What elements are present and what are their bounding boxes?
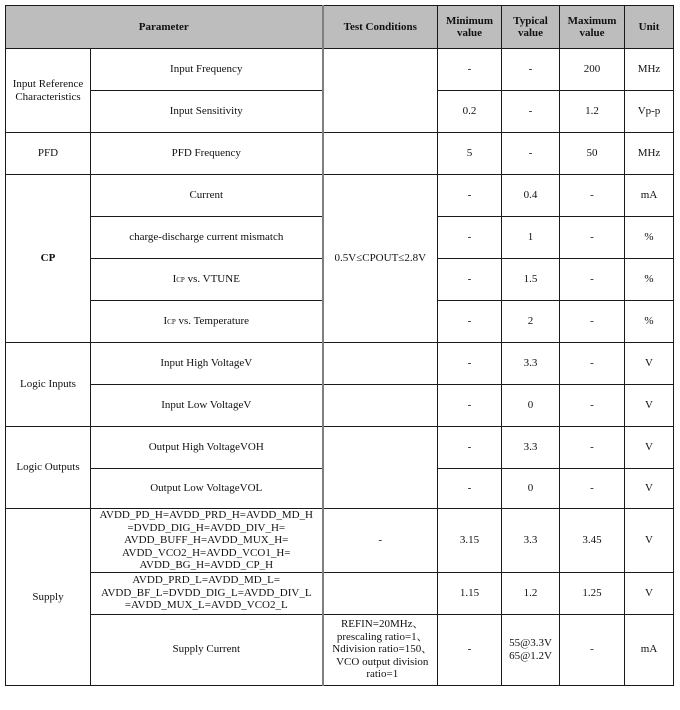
min-cell: -: [438, 614, 502, 685]
typ-cell: 0: [502, 469, 560, 509]
header-maximum-value: Maximum value: [560, 6, 625, 49]
table-row: [6, 49, 674, 91]
min-cell: -: [438, 343, 502, 385]
max-cell: 50: [560, 133, 625, 175]
param-cell: Input Sensitivity: [91, 91, 323, 133]
typ-cell: -: [502, 133, 560, 175]
min-cell: -: [438, 259, 502, 301]
min-cell: 3.15: [438, 509, 502, 573]
min-cell: -: [438, 49, 502, 91]
header-unit: Unit: [625, 6, 674, 49]
param-suffix: vs. VTUNE: [184, 272, 240, 285]
param-cell: Output Low VoltageVOL: [91, 469, 323, 509]
table-row: [6, 175, 674, 217]
unit-cell: MHz: [625, 49, 674, 91]
unit-cell: V: [625, 509, 674, 573]
typ-cell: -: [502, 49, 560, 91]
unit-cell: MHz: [625, 133, 674, 175]
group-logic-outputs: Logic Outputs: [6, 427, 91, 509]
min-cell: -: [438, 385, 502, 427]
unit-cell: V: [625, 427, 674, 469]
typ-cell: [502, 614, 560, 685]
param-cell: PFD Frequency: [91, 133, 323, 175]
max-cell: -: [560, 301, 625, 343]
typ-line: 65@1.2V: [509, 649, 552, 662]
max-cell: 1.2: [560, 91, 625, 133]
test-condition-cell: [323, 385, 438, 427]
max-cell: 200: [560, 49, 625, 91]
max-cell: 3.45: [560, 509, 625, 573]
header-row: [6, 6, 674, 49]
typ-cell: 3.3: [502, 343, 560, 385]
param-prefix: I: [163, 314, 168, 327]
header-test-conditions: Test Conditions: [323, 6, 438, 49]
min-cell: -: [438, 469, 502, 509]
param-cell: Input Frequency: [91, 49, 323, 91]
param-suffix: vs. Temperature: [175, 314, 249, 327]
param-cell: [91, 259, 323, 301]
min-cell: 0.2: [438, 91, 502, 133]
param-cell: Input High VoltageV: [91, 343, 323, 385]
max-cell: 1.25: [560, 572, 625, 614]
param-cell: [91, 301, 323, 343]
param-cell: Input Low VoltageV: [91, 385, 323, 427]
test-condition-cp: 0.5V≤CPOUT≤2.8V: [323, 175, 438, 343]
unit-cell: %: [625, 259, 674, 301]
typ-cell: 1.5: [502, 259, 560, 301]
typ-cell: 3.3: [502, 427, 560, 469]
typ-cell: 1.2: [502, 572, 560, 614]
header-typical-value: Typical value: [502, 6, 560, 49]
param-cell: Supply Current: [91, 614, 323, 685]
param-cell: AVDD_PRD_L=AVDD_MD_L= AVDD_BF_L=DVDD_DIG_L=AVDD_DIV_L =AVDD_MUX_L=AVDD_VCO2_L: [91, 572, 323, 614]
max-cell: -: [560, 469, 625, 509]
test-condition-cell: [323, 427, 438, 509]
max-cell: -: [560, 343, 625, 385]
table-row: [6, 343, 674, 385]
typ-cell: 2: [502, 301, 560, 343]
param-cell: Output High VoltageVOH: [91, 427, 323, 469]
max-cell: -: [560, 259, 625, 301]
min-cell: 1.15: [438, 572, 502, 614]
group-pfd: PFD: [6, 133, 91, 175]
test-condition-cell: -: [323, 509, 438, 573]
max-cell: -: [560, 427, 625, 469]
unit-cell: V: [625, 469, 674, 509]
unit-cell: %: [625, 217, 674, 259]
min-cell: 5: [438, 133, 502, 175]
param-subscript: CP: [167, 317, 176, 326]
group-supply: Supply: [6, 509, 91, 686]
test-condition-cell: REFIN=20MHz、 prescaling ratio=1、 Ndivision ratio=150、 VCO output division ratio=1: [323, 614, 438, 685]
typ-cell: 3.3: [502, 509, 560, 573]
param-subscript: CP: [176, 275, 185, 284]
min-cell: -: [438, 427, 502, 469]
test-condition-cell: [323, 343, 438, 385]
group-input-reference: Input Reference Characteristics: [6, 49, 91, 133]
test-condition-cell: [323, 133, 438, 175]
header-parameter: Parameter: [6, 6, 323, 49]
unit-cell: mA: [625, 175, 674, 217]
group-logic-inputs: Logic Inputs: [6, 343, 91, 427]
param-cell: charge-discharge current mismatch: [91, 217, 323, 259]
table-row: [6, 427, 674, 469]
max-cell: -: [560, 614, 625, 685]
test-condition-cell: [323, 572, 438, 614]
typ-line: 55@3.3V: [509, 637, 552, 649]
typ-cell: 0: [502, 385, 560, 427]
table-row: [6, 133, 674, 175]
param-cell: Current: [91, 175, 323, 217]
max-cell: -: [560, 175, 625, 217]
unit-cell: mA: [625, 614, 674, 685]
typ-cell: 0.4: [502, 175, 560, 217]
param-cell: AVDD_PD_H=AVDD_PRD_H=AVDD_MD_H =DVDD_DIG_H=AVDD_DIV_H= AVDD_BUFF_H=AVDD_MUX_H= AVDD_VCO2_H=AVDD_VCO1_H= AVDD_BG_H=AVDD_CP_H: [91, 509, 323, 573]
max-cell: -: [560, 385, 625, 427]
header-minimum-value: Minimum value: [438, 6, 502, 49]
max-cell: -: [560, 217, 625, 259]
unit-cell: V: [625, 343, 674, 385]
unit-cell: V: [625, 385, 674, 427]
group-cp: CP: [6, 175, 91, 343]
electrical-characteristics-table: [5, 5, 674, 686]
unit-cell: V: [625, 572, 674, 614]
table-row: [6, 509, 674, 573]
table-row: [6, 614, 674, 685]
unit-cell: Vp-p: [625, 91, 674, 133]
test-condition-cell: [323, 49, 438, 133]
typ-cell: 1: [502, 217, 560, 259]
param-prefix: I: [172, 272, 177, 285]
table-row: [6, 385, 674, 427]
min-cell: -: [438, 175, 502, 217]
typ-cell: -: [502, 91, 560, 133]
min-cell: -: [438, 217, 502, 259]
table-row: [6, 572, 674, 614]
min-cell: -: [438, 301, 502, 343]
unit-cell: %: [625, 301, 674, 343]
